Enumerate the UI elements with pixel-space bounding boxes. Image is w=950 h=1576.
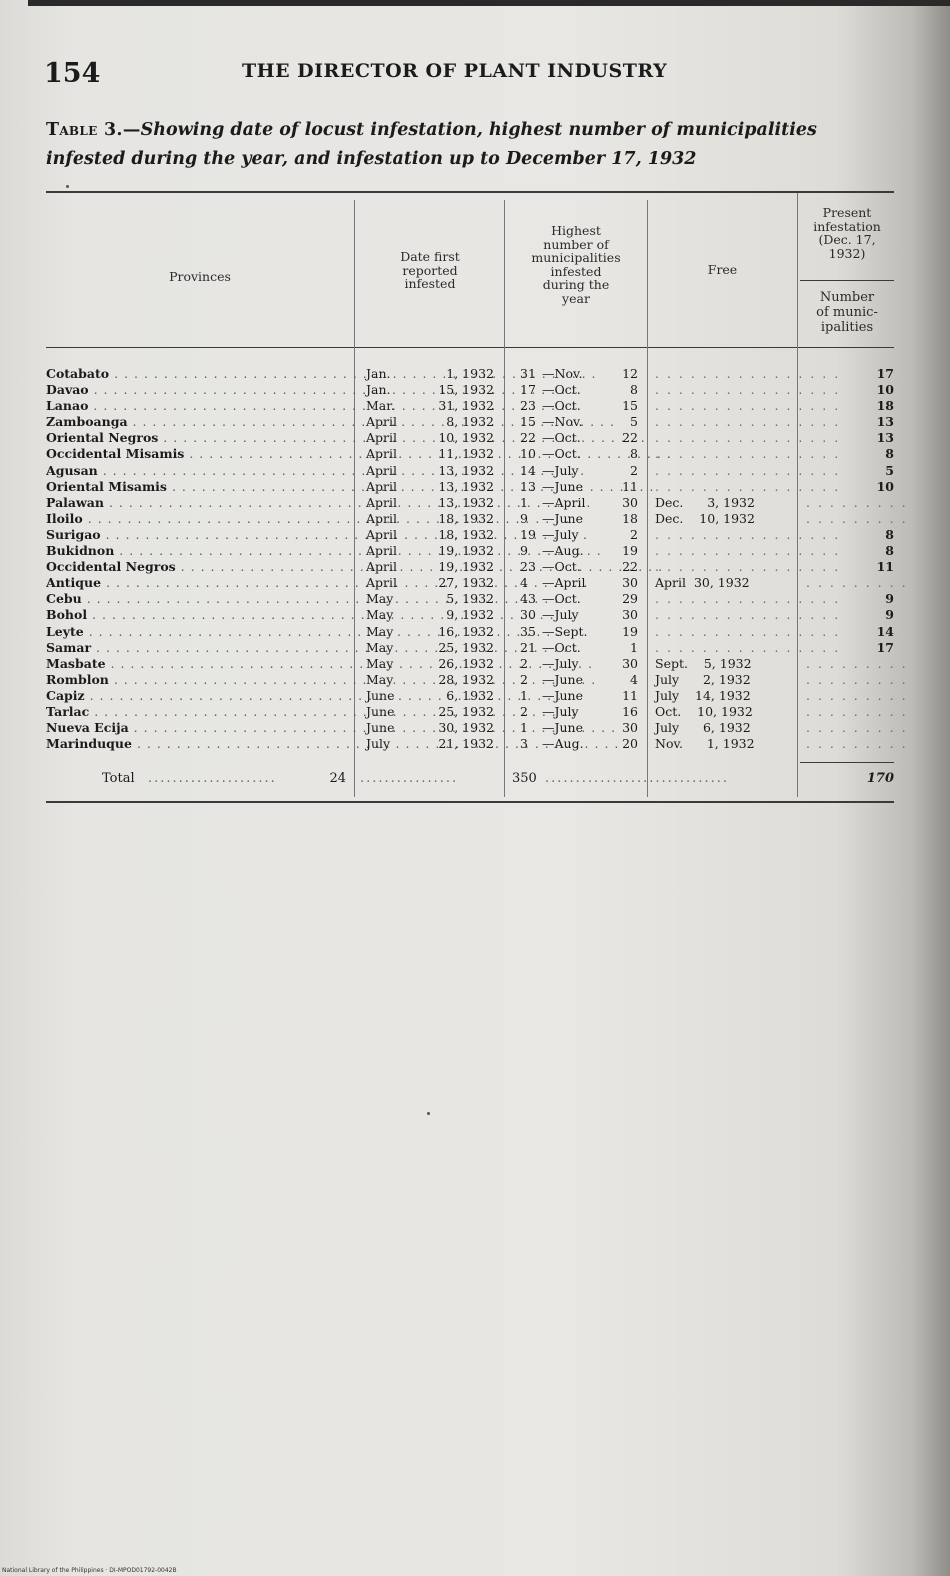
table-row: Iloilo . . . April 18, 1932 9 —June 18 Dec. 10, 1932 . . . . . . . . . [0,511,950,527]
table-body [0,366,950,752]
table-row: Agusan . . . April 13, 1932 14 —July 2 . . . . . . . . . . . . . . . . 5 [0,463,950,479]
province-name: Zamboanga . . . [46,414,346,430]
present-number: 10 [876,382,894,398]
free-leader-dots: . . . . . . . . . . . . . . . . [655,639,841,655]
free-leader-dots: . . . . . . . . . . . . . . . . [655,446,841,462]
free-leader-dots: . . . . . . . . . . . . . . . . [655,543,841,559]
scan-credit: National Library of the Philippines · DI-MPOD01792-0042B [2,1567,177,1574]
table-bottom-rule [46,801,894,803]
province-name: Occidental Misamis . . . [46,446,346,462]
present-number: 9 [885,607,894,623]
province-name: Iloilo . . . [46,511,346,527]
free-leader-dots: . . . . . . . . . . . . . . . . [655,623,841,639]
header-present: Present infestation (Dec. 17, 1932) [813,205,881,261]
total-present: 170 [866,771,894,786]
scan-edge [28,0,950,6]
table-row: Davao . . . Jan. 15, 1932 17 —Oct. 8 . . . . . . . . . . . . . . . . 10 [0,382,950,398]
table-caption [46,116,896,174]
free-date: Nov. 1, 1932 [655,736,755,752]
header-highest: Highest number of municipalities infested during the year [531,223,621,306]
province-name: Romblon . . . [46,672,346,688]
present-number: 13 [876,430,894,446]
present-number: 8 [885,543,894,559]
free-leader-dots: . . . . . . . . . . . . . . . . [655,559,841,575]
province-name: Samar . . . [46,640,346,656]
table-row: Antique . . . April 27, 1932 4 —April 30 April 30, 1932 . . . . . . . . . [0,575,950,591]
present-leader-dots: . . . . . . . . . [806,687,908,703]
caption-tag: Table 3.— [46,120,141,140]
table-row: Nueva Ecija . . . June 30, 1932 1 —June 30 July 6, 1932 . . . . . . . . . [0,720,950,736]
table-row: Bohol . . . May 9, 1932 30 —July 30 . . . . . . . . . . . . . . . . 9 [0,607,950,623]
total-label: Total [102,771,135,786]
province-name: Antique . . . [46,575,346,591]
present-number: 8 [885,526,894,542]
free-date: Oct. 10, 1932 [655,703,753,719]
present-leader-dots: . . . . . . . . . [806,575,908,591]
present-leader-dots: . . . . . . . . . [806,655,908,671]
table-row: Tarlac . . . June 25, 1932 2 —July 16 Oct. 10, 1932 . . . . . . . . . [0,704,950,720]
total-row [0,770,950,788]
present-sub-rule [800,280,894,281]
province-name: Cebu . . . [46,591,346,607]
free-leader-dots: . . . . . . . . . . . . . . . . [655,414,841,430]
present-number: 10 [876,478,894,494]
running-head: THE DIRECTOR OF PLANT INDUSTRY [242,60,668,82]
free-date: Dec. 10, 1932 [655,510,755,526]
table-row: Samar . . . May 25, 1932 21 —Oct. 1 . . . . . . . . . . . . . . . . 17 [0,640,950,656]
table-row: Oriental Negros . . . April 10, 1932 22 —Oct. 22 . . . . . . . . . . . . . . . . 13 [0,430,950,446]
province-name: Occidental Negros . . . [46,559,346,575]
province-name: Bukidnon . . . [46,543,346,559]
province-name: Bohol . . . [46,607,346,623]
province-name: Oriental Misamis . . . [46,479,346,495]
total-date-dots: ................ [360,771,459,786]
province-name: Nueva Ecija . . . [46,720,346,736]
free-leader-dots: . . . . . . . . . . . . . . . . [655,478,841,494]
free-leader-dots: . . . . . . . . . . . . . . . . [655,398,841,414]
table-row: Capiz . . . June 6, 1932 1 —June 11 July 14, 1932 . . . . . . . . . [0,688,950,704]
table-top-rule [46,191,894,193]
total-count: 24 [329,771,346,786]
present-leader-dots: . . . . . . . . . [806,510,908,526]
header-date-first: Date first reported infested [400,249,460,291]
caption-text: Showing date of locust infestation, highest number of municipalities infested during the year, and infestation up to December 17, 1932 [46,120,817,169]
free-date: Dec. 3, 1932 [655,494,755,510]
table-row: Cebu . . . May 5, 1932 43 —Oct. 29 . . . . . . . . . . . . . . . . 9 [0,591,950,607]
free-date: July 2, 1932 [655,671,751,687]
present-number: 5 [885,462,894,478]
table-row: Romblon . . . May 28, 1932 2 —June 4 July 2, 1932 . . . . . . . . . [0,672,950,688]
table-row: Lanao . . . Mar. 31, 1932 23 —Oct. 15 . . . . . . . . . . . . . . . . 18 [0,398,950,414]
total-highest-dots: .............................. [545,771,729,786]
total-leader-dots: ..................... [148,771,277,786]
header-free: Free [707,262,738,277]
scan-speck [66,185,69,188]
free-date: July 6, 1932 [655,720,751,736]
province-name: Palawan . . . [46,495,346,511]
free-leader-dots: . . . . . . . . . . . . . . . . [655,607,841,623]
free-leader-dots: . . . . . . . . . . . . . . . . [655,591,841,607]
free-leader-dots: . . . . . . . . . . . . . . . . [655,430,841,446]
present-leader-dots: . . . . . . . . . [806,720,908,736]
province-name: Tarlac . . . [46,704,346,720]
present-leader-dots: . . . . . . . . . [806,703,908,719]
table-row: Oriental Misamis . . . April 13, 1932 13 —June 11 . . . . . . . . . . . . . . . . 10 [0,479,950,495]
table-row: Surigao . . . April 18, 1932 19 —July 2 . . . . . . . . . . . . . . . . 8 [0,527,950,543]
province-name: Agusan . . . [46,463,346,479]
total-rule [800,762,894,763]
present-number: 11 [876,559,894,575]
present-leader-dots: . . . . . . . . . [806,494,908,510]
present-number: 17 [876,366,894,381]
free-leader-dots: . . . . . . . . . . . . . . . . [655,382,841,398]
present-number: 17 [876,639,894,655]
table-row: Marinduque . . . July 21, 1932 3 —Aug. 20 Nov. 1, 1932 . . . . . . . . . [0,736,950,752]
province-name: Marinduque . . . [46,736,346,752]
table-row: Leyte . . . May 16, 1932 35 —Sept. 19 . . . . . . . . . . . . . . . . 14 [0,624,950,640]
total-highest: 350 [512,771,537,786]
province-name: Lanao . . . [46,398,346,414]
header-number: Number of munic- ipalities [816,290,878,335]
province-name: Surigao . . . [46,527,346,543]
table-row: Masbate . . . May 26, 1932 2 —July 30 Sept. 5, 1932 . . . . . . . . . [0,656,950,672]
present-number: 18 [876,398,894,414]
present-leader-dots: . . . . . . . . . [806,736,908,752]
header-bottom-rule [46,347,894,348]
table-row: Occidental Misamis . . . April 11, 1932 10 —Oct. 8 . . . . . . . . . . . . . . . . 8 [0,446,950,462]
province-name: Capiz . . . [46,688,346,704]
free-date: April 30, 1932 [655,575,750,591]
present-number: 8 [885,446,894,462]
free-date: July 14, 1932 [655,687,751,703]
header-provinces: Provinces [169,269,231,284]
present-number: 9 [885,591,894,607]
table-row: Cotabato . . . Jan. 1, 1932 31 —Nov. 12 . . . . . . . . . . . . . . . . 17 [0,366,950,382]
table-row: Bukidnon . . . April 19, 1932 9 —Aug. 19 . . . . . . . . . . . . . . . . 8 [0,543,950,559]
table-row: Zamboanga . . . April 8, 1932 15 —Nov. 5 . . . . . . . . . . . . . . . . 13 [0,414,950,430]
free-leader-dots: . . . . . . . . . . . . . . . . [655,366,841,381]
present-number: 13 [876,414,894,430]
province-name: Oriental Negros . . . [46,430,346,446]
scan-speck [427,1112,430,1115]
page-number: 154 [44,58,101,89]
free-date: Sept. 5, 1932 [655,655,752,671]
present-number: 14 [876,623,894,639]
province-name: Leyte . . . [46,624,346,640]
province-name: Masbate . . . [46,656,346,672]
free-leader-dots: . . . . . . . . . . . . . . . . [655,526,841,542]
table-row: Occidental Negros . . . April 19, 1932 23 —Oct. 22 . . . . . . . . . . . . . . . . 11 [0,559,950,575]
province-name: Davao . . . [46,382,346,398]
present-leader-dots: . . . . . . . . . [806,671,908,687]
table-row: Palawan . . . April 13, 1932 1 —April 30 Dec. 3, 1932 . . . . . . . . . [0,495,950,511]
free-leader-dots: . . . . . . . . . . . . . . . . [655,462,841,478]
province-name: Cotabato . . . [46,366,346,382]
